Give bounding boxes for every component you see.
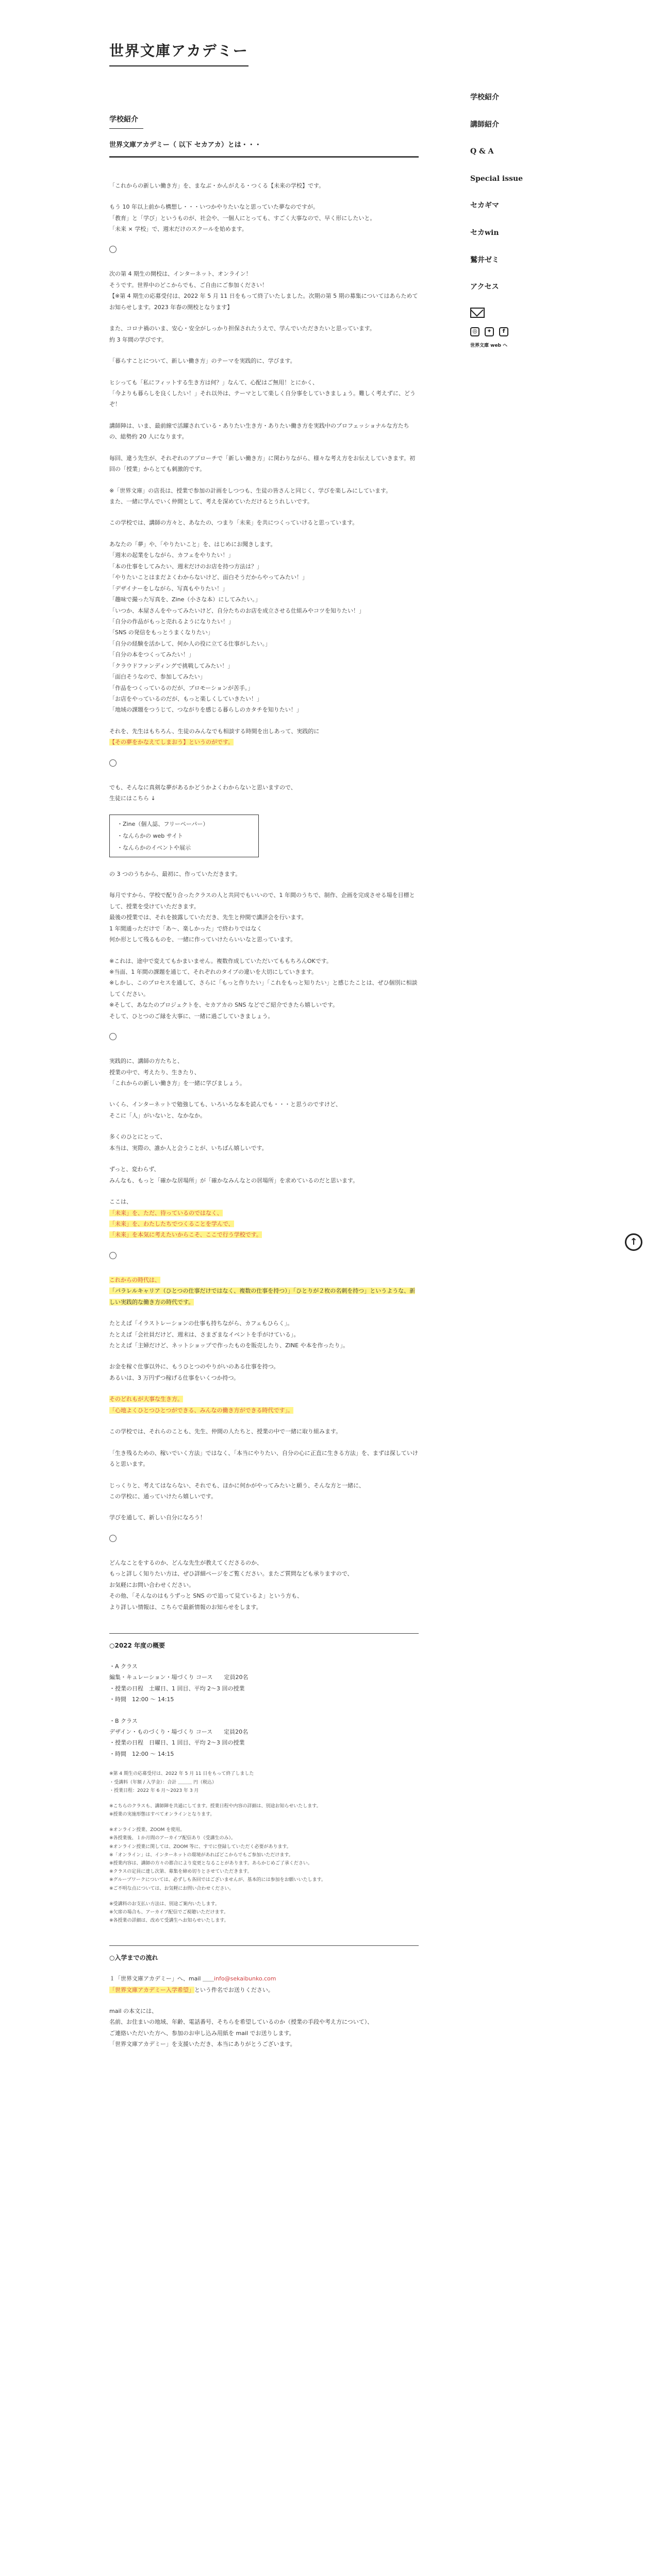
highlighted-text: 「未来」を、わたしたちでつくることを学んで、 [109, 1220, 234, 1227]
nav-item-teachers[interactable]: 講師紹介 [470, 120, 499, 129]
paragraph: 次の第 4 期生の開校は、インターネット、オンライン！ そうです。世界中のどこからでも、ご自由にご参加ください！ 【※第 4 期生の応募受付は、2022 年 5 月 11 日をもって終了いたしました。次期の第 5 期の募集についてはあらためてお知らせします。2023 年春の開校となります】 [109, 270, 418, 311]
future-highlight-block [109, 1196, 419, 1241]
instagram-icon[interactable]: ◎ [470, 327, 479, 336]
paragraph: どんなことをするのか、どんな先生が教えてくださるのか、 もっと詳しく知りたい方は、ぜひ詳細ページをご覧ください。またご質問なども承りますので、 お気軽にお問い合わせください。 その他、「そんなのはもうずっと SNS ので追って見ているよ」という方も、 より詳しい情報は、こちらで最新情報のお知らせをします。 [109, 1559, 353, 1611]
paragraph: いくら、インターネットで勉強しても、いろいろな本を読んでも・・・と思うのですけど、 そこに「人」がいないと、なかなか。 [109, 1101, 342, 1119]
sidebar-icons [470, 308, 548, 350]
paragraph: ずっと、変わらず、 みんなも、もっと「確かな居場所」が「確かなみんなとの居場所」を求めているのだと思います。 [109, 1166, 359, 1184]
paragraph: 多くのひとにとって、 本当は、実際の、誰か人と会うことが、いちばん嬉しいです。 [109, 1133, 268, 1151]
paragraph: たとえば「イラストレーションの仕事も持ちながら、カフェもひらく」。 たとえば「会社員だけど、週末は、さまざまなイベントを手がけている」。 たとえば「主婦だけど、ネットショップで作ったものを販売したり、ZINE や本を作ったり」。 [109, 1320, 349, 1349]
project-options-box: ・Zine（個人誌、フリーペーパー） ・なんらかの web サイト ・なんらかのイベントや展示 [109, 815, 259, 857]
entry-step-2: mail の本文には、 名前、お住まいの地域、年齢、電話番号、そちらを希望しているのか（授業の手段や考え方について）、 ご連絡いただいた方へ、参加のお申し込み用紙を mail でお送りします。 「世界文庫アカデミー」を支援いただき、本当にありがとうございます。 [109, 2008, 373, 2048]
highlighted-text: 「未来」を本気に考えたいからこそ、ここで行う学校です。 [109, 1231, 262, 1239]
paragraph [109, 726, 419, 748]
paragraph: 「暮らすことについて、新しい働き方」のテーマを実践的に、学びます。 [109, 358, 296, 365]
paragraph: 講師陣は、いま、最前線で活躍されている・ありたい生き方・ありたい働き方を実践中のプロフェッショナルな方たちの、総勢約 20 人になります。 [109, 422, 409, 440]
facebook-icon[interactable]: f [499, 327, 508, 336]
highlighted-text: 【その夢をかなえてしまおう】というのがです。 [109, 739, 234, 746]
notes: ※第 4 期生の応募受付は、2022 年 5 月 11 日をもって終了しました ・受講料（年額 / 入学金）：合計 ＿＿＿ 円（税込） ・授業日程：2022 年 6 月～2023 年 3 月 [109, 1771, 254, 1793]
site-title[interactable]: 世界文庫アカデミー [109, 37, 249, 66]
circle-divider-icon [109, 759, 117, 767]
section-divider [109, 1945, 419, 1946]
paragraph: また、コロナ禍のいま、安心・安全がしっかり担保されたうえで、学んでいただきたいと思っています。 約 3 年間の学びです。 [109, 325, 375, 343]
notes-paragraph: ※これは、途中で変えてもかまいません。複数作成していただいてももちろんOKです。 ※当面、1 年間の課題を通じて、それぞれのタイプの違いを大切にしていきます。 ※しかし、このプロセスを通して、さらに「もっと作りたい」「これをもっと知りたい」と感じたことは、ぜひ個別に相談してください。 ※そして、あなたのプロジェクトを、セカアカの SNS などでご紹介できたら嬉しいです。 そして、ひとつのご縁を大事に、一緒に過ごしていきましょう。 [109, 957, 418, 1020]
paragraph: ※「世界文庫」の店長は、授業で参加の計画をしつつも、生徒の皆さんと同じく、学びを楽しみにしています。 また、一緒に学んでいく仲間として、考えを深めていただけるとうれしいです。 [109, 487, 392, 505]
paragraph: この学校では、講師の方々と、あなたの、つまり「未来」を共につくっていけると思っています。 [109, 519, 358, 527]
highlighted-text: 「心地よくひとつひとつができる、みんなの働き方ができる時代です」。 [109, 1406, 294, 1414]
twitter-icon[interactable]: ✦ [485, 327, 494, 336]
paragraph: 学びを通して、新しい自分になろう！ [109, 1514, 206, 1521]
main-content [109, 139, 419, 2060]
circle-divider-icon [109, 246, 117, 253]
paragraph: 毎回、違う先生が、それぞれのアプローチで「新しい働き方」に関わりながら、様々な考え方をお伝えしていきます。初回の「授業」からとても刺激的です。 [109, 454, 416, 473]
paragraph: お金を稼ぐ仕事以外に、もうひとつのやりがいのある仕事を持つ。 あるいは、3 万円ずつ稼げる仕事をいくつか持つ。 [109, 1363, 279, 1381]
course-b-info: ・B クラス デザイン・ものづくり・場づくり コース 定員20名 ・授業の日程 日曜日、1 回目、平均 2～3 回の授業 ・時間 12:00 ～ 14:15 [109, 1717, 249, 1757]
text: それを、先生はもちろん、生徒のみんなでも相談する時間を出しあって、実践的に [109, 727, 320, 735]
paragraph: もう 10 年以上前から構想し・・・いつかやりたいなと思っていた夢なのですが。 「教育」と「学び」というものが、社会や、一個人にとっても、すごく大事なので、早く形にしたいと。 「未来 × 学校」で、週末だけのスクールを始めます。 [109, 204, 376, 232]
highlighted-text: 「パラレルキャリア（ひとつの仕事だけではなく、複数の仕事を持つ）」「ひとりが２枚の名刺を持つ」というような、新しい実践的な働き方の時代です。 [109, 1287, 416, 1306]
paragraph: ヒシっても「私にフィットする生き方は何？」なんて、心配はご無用！とにかく、 「今よりも暮らしを良くしたい！」それ以外は、テーマとして楽しく自分事をしていきましょう。難しく考えずに、どうぞ！ [109, 379, 416, 408]
paragraph: この学校では、それらのことも、先生、仲間の人たちと、授業の中で一緒に取り組みます。 [109, 1428, 342, 1435]
brand-link[interactable]: 世界文庫 web へ [470, 343, 508, 348]
circle-divider-icon [109, 1252, 117, 1259]
paragraph: 「生き残るための、稼いでいく方法」ではなく、「本当にやりたい、自分の心に正直に生きる方法」を、まずは探していけると思います。 [109, 1449, 418, 1468]
notes: ※オンライン授業、ZOOM を使用。 ※各授業後、１か月間のアーカイブ配信あり（受講生のみ）。 ※オンライン授業に関しては、ZOOM 等に、すでに登録していただく必要があります。 ※「オンライン」は、インターネットの環境があればどこからでもご参加いただけます。 ※授業内容は、講師の方々の都合により変更となることがあります。あらかじめご了承ください。 ※クラスの定員に達し次第、募集を締め切りとさせていただきます。 ※グループワークについては、必ずしも各回ではございませんが、基本的には参加をお願いいたします。 ※ご不明な点については、お気軽にお問い合わせください。 [109, 1827, 326, 1891]
notes: ※受講料のお支払い方法は、別途ご案内いたします。 ※欠席の場合も、アーカイブ配信でご視聴いただけます。 ※各授業の詳細は、改めて受講生へお知らせいたします。 [109, 1901, 229, 1924]
text: １「世界文庫アカデミー」へ、mail ＿＿ [109, 1975, 214, 1982]
nav-item-qa[interactable]: Q & A [470, 147, 494, 156]
paragraph: 毎月ですから、学校で配り合ったクラスの人と共同でもいいので、1 年間のうちで、制作、企画を完成させる場を目標として、授業を受けていただきます。 最後の授業では、それを披露していただき、先生と仲間で講評会を行います。 1 年間通っただけで「あ～、楽しかった」で終わりではなく 何か形として残るものを、一緒に作っていけたらいいなと思っています。 [109, 892, 415, 943]
nav-item-special-issue[interactable]: Special issue [470, 174, 523, 183]
text: という件名でお送りください。 [194, 1986, 274, 1993]
highlighted-text: 「未来」を、ただ、待っているのではなく、 [109, 1209, 223, 1216]
overview-heading: ○2022 年度の概要 [109, 1642, 166, 1650]
nav-item-access[interactable]: アクセス [470, 283, 499, 292]
paragraph: の 3 つのうちから、最初に、作っていただきます。 [109, 870, 241, 877]
parallel-career-block [109, 1275, 419, 1308]
sidebar-nav [470, 91, 548, 350]
dream-list: あなたの「夢」や、「やりたいこと」を、はじめにお聞きします。 「週末の起業をしながら、カフェをやりたい！」 「本の仕事をしてみたい、週末だけのお店を持つ方法は？」 「やりたいことはまだよくわからないけど、面白そうだからやってみたい！」 「デザイナーをしながら、写真もやりたい！」 「趣味で撮った写真を、Zine（小さな本）にしてみたい。」 「いつか、本屋さんをやってみたいけど、自分たちのお店を成立させる仕組みやコツを知りたい！」 「自分の作品がもっと売れるようになりたい！」 「SNS の発信をもっとうまくなりたい」 「自分の経験を活かして、何か人の役に立てる仕事がしたい。」 「自分の本をつくってみたい！」 「クラウドファンディングで挑戦してみたい！」 「面白そうなので、参加してみたい」 「作品をつくっているのだが、プロモーションが苦手。」 「お店をやっているのだが、もっと楽しくしていきたい！」 「地域の課題をつうじて、つながりを感じる暮らしのカタチを知りたい！」 [109, 540, 365, 714]
circle-divider-icon [109, 1535, 117, 1542]
email-link[interactable]: info@sekaibunko.com [213, 1975, 276, 1982]
paragraph: じっくりと、考えてはならない、それでも、ほかに何かがやってみたいと願う、そんな方と一緒に、 この学校に、通っていけたら嬉しいです。 [109, 1482, 365, 1500]
entry-step-1 [109, 1973, 419, 1995]
section-divider [109, 1633, 419, 1634]
course-a-info: ・A クラス 編集・キュレーション・場づくり コース 定員20名 ・授業の日程 土曜日、1 回目、平均 2～3 回の授業 ・時間 12:00 ～ 14:15 [109, 1663, 249, 1703]
social-links [470, 327, 548, 336]
site-header [109, 37, 249, 127]
notes: ※こちらのクラスも、講師陣を共通にしてます。授業日程や内容の詳細は、別途お知らせいたします。 ※授業の実施形態はすべてオンラインとなります。 [109, 1803, 321, 1818]
arrow-up-icon[interactable]: ↑ [625, 1233, 642, 1251]
highlighted-text: 「世界文庫アカデミー入学希望」 [109, 1986, 194, 1993]
page-section-heading: 学校紹介 [109, 113, 138, 127]
article-title: 世界文庫アカデミー（ 以下 セカアカ）とは・・・ [109, 139, 419, 158]
paragraph: でも、そんなに真剣な夢があるかどうかよくわからないと思いますので、 生徒にはこちら ↓ [109, 784, 296, 802]
paragraph: 実践的に、講師の方たちと、 授業の中で、考えたり、生きたり、 「これからの新しい働き方」を一緒に学びましょう。 [109, 1058, 245, 1087]
text: ここは、 [109, 1198, 132, 1206]
nav-item-school[interactable]: 学校紹介 [470, 93, 499, 101]
nav-item-washii-seminar[interactable]: 鷲井ゼミ [470, 256, 499, 264]
paragraph [109, 1394, 419, 1416]
highlighted-text: そのどれもが大事な生き方。 [109, 1396, 183, 1403]
entry-flow-heading: ○入学までの流れ [109, 1954, 158, 1962]
nav-item-sekagima[interactable]: セカギマ [470, 201, 499, 210]
circle-divider-icon [109, 1033, 117, 1040]
intro-paragraph: 「これからの新しい働き方」を、まなぶ・かんがえる・つくる【未来の学校】です。 [109, 182, 325, 189]
nav-item-sekawin[interactable]: セカwin [470, 228, 499, 237]
mail-icon[interactable] [470, 308, 485, 318]
highlighted-text: これからの時代は、 [109, 1276, 160, 1283]
